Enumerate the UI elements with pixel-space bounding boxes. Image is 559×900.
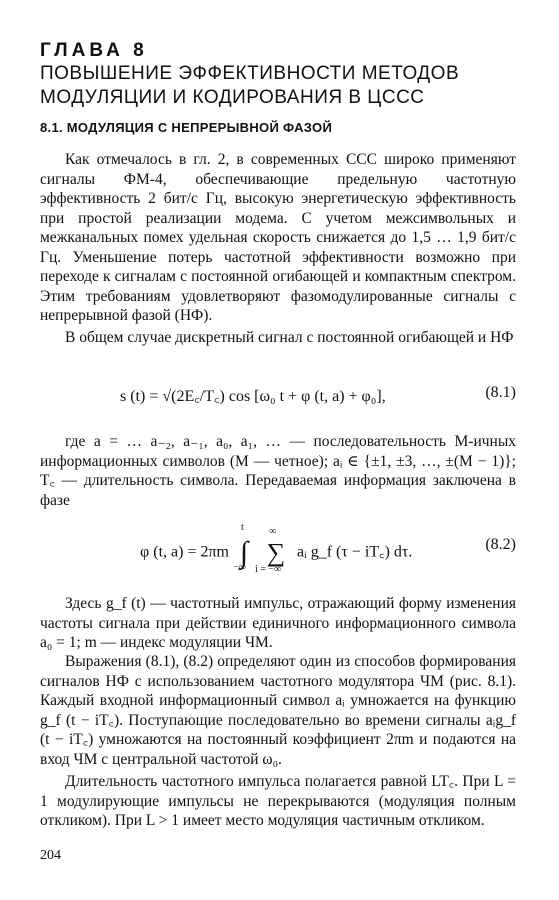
formula-8-1-number: (8.1) bbox=[485, 384, 516, 401]
page-number: 204 bbox=[40, 848, 61, 863]
section-title: 8.1. МОДУЛЯЦИЯ С НЕПРЕРЫВНОЙ ФАЗОЙ bbox=[40, 120, 333, 135]
sum-upper-limit: ∞ bbox=[268, 526, 277, 537]
paragraph-intro: Как отмечалось в гл. 2, в современных ССС широко применяют сигналы ФМ-4, обеспечивающие предельную частотную эффективность 2 бит/с Гц, высокую энергетическую эффективность при простой реализации модема. С учетом межсимвольных и межканальных помех удельная скорость снижается до 1,5 … 1,9 бит/с Гц. Уменьшение потерь частотной эффективности возможно при переходе к сигналам с постоянной огибающей и компактным спектром. Этим требованиям удовлетворяют фазомодулированные сигналы с непрерывной фазой (НФ). bbox=[40, 151, 516, 324]
formula-8-2-lhs: φ (t, a) = 2πm bbox=[140, 543, 229, 561]
chapter-title: ПОВЫШЕНИЕ ЭФФЕКТИВНОСТИ МЕТОДОВ МОДУЛЯЦИИ И КОДИРОВАНИЯ В ЦССС bbox=[40, 63, 460, 108]
paragraph-modulator: Выражения (8.1), (8.2) определяют один из способов формирования сигналов НФ с использованием частотного модулятора ЧМ (рис. 8.1). Каждый входной информационный символ aᵢ умножается на функцию g_f (t − iT꜀). Поступающие последовательно во времени сигналы aᵢg_f (t − iT꜀) умножаются на постоянный коэффициент 2πm и подаются на вход ЧМ с центральной частотой ω₀. bbox=[40, 653, 516, 768]
integral-lower-limit: −∞ bbox=[232, 562, 246, 573]
sum-lower-limit: i = −∞ bbox=[254, 564, 282, 575]
formula-8-2-body bbox=[140, 522, 413, 575]
paragraph-signal-def: В общем случае дискретный сигнал с постоянной огибающей и НФ bbox=[65, 329, 514, 346]
formula-8-1-body: s (t) = √(2E꜀/T꜀) cos [ω₀ t + φ (t, a) + φ₀], bbox=[120, 388, 386, 405]
formula-8-2-number: (8.2) bbox=[485, 536, 516, 553]
integral-sign: ∫ t −∞ bbox=[232, 522, 249, 573]
paragraph-pulse-length: Длительность частотного импульса полагается равной LT꜀. При L = 1 модулирующие импульсы не перекрываются (модуляция полным откликом). При L > 1 имеет место модуляция частичным откликом. bbox=[40, 773, 516, 829]
integral-upper-limit: t bbox=[240, 522, 244, 533]
sum-sign: ∑ ∞ i = −∞ bbox=[254, 526, 286, 575]
formula-8-2-integrand: aᵢ g_f (τ − iT꜀) dτ. bbox=[296, 543, 413, 561]
chapter-label: ГЛАВА 8 bbox=[40, 40, 148, 61]
paragraph-frequency-pulse: Здесь g_f (t) — частотный импульс, отражающий форму изменения частоты сигнала при действии единичного информационного символа a₀ = 1; m — индекс модуляции ЧМ. bbox=[40, 595, 516, 651]
paragraph-symbols: где a = … a₋₂, a₋₁, a₀, a₁, … — последовательность M-ичных информационных символов (M — четное); aᵢ ∈ {±1, ±3, …, ±(M − 1)}; T꜀ — длительность символа. Передаваемая информация заключена в фазе bbox=[40, 433, 516, 509]
